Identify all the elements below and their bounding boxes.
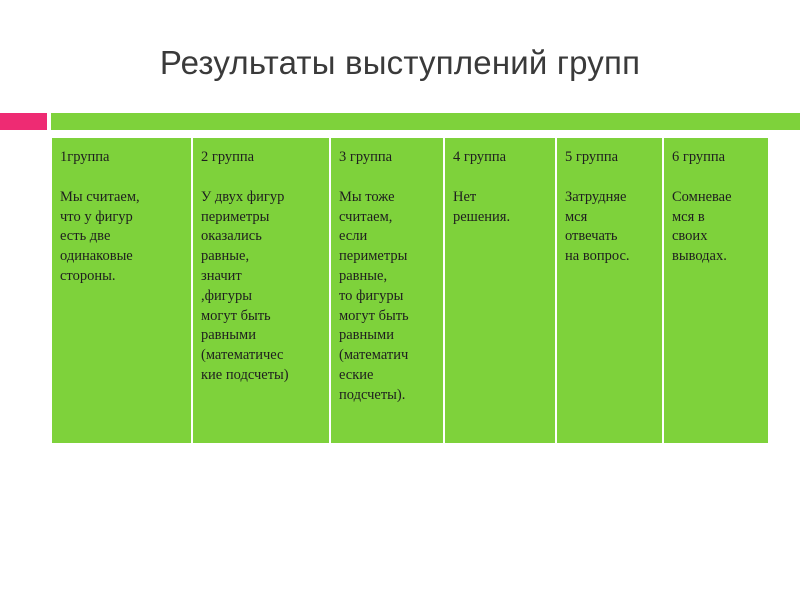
group-cell-4 [444, 138, 556, 443]
group-result: Мы тоже считаем, если периметры равные, то фигуры могут быть равными (математич еские подсчеты). [339, 188, 409, 403]
group-result: Сомневае мся в своих выводах. [672, 188, 732, 265]
group-label: 3 группа [339, 149, 393, 165]
group-label: 4 группа [453, 149, 507, 165]
group-result: У двух фигур периметры оказались равные, значит ,фигуры могут быть равными (математичес кие подсчеты) [201, 188, 289, 383]
group-label: 1группа [60, 149, 110, 165]
accent-bar-pink [0, 113, 47, 130]
slide-title: Результаты выступлений групп [159, 44, 641, 81]
group-result: Мы считаем, что у фигур есть две одинаковые стороны. [60, 188, 140, 284]
group-label: 2 группа [201, 149, 255, 165]
group-cell-1 [52, 138, 192, 443]
group-label: 6 группа [672, 149, 726, 165]
group-cell-6 [663, 138, 768, 443]
results-table [52, 138, 768, 443]
group-cell-2 [192, 138, 330, 443]
group-cell-3 [330, 138, 444, 443]
group-label: 5 группа [565, 149, 619, 165]
group-cell-5 [556, 138, 663, 443]
group-result: Нет решения. [453, 188, 511, 225]
accent-bar-green [51, 113, 800, 130]
table-row [52, 138, 768, 443]
group-result: Затрудняе мся отвечать на вопрос. [565, 188, 630, 265]
